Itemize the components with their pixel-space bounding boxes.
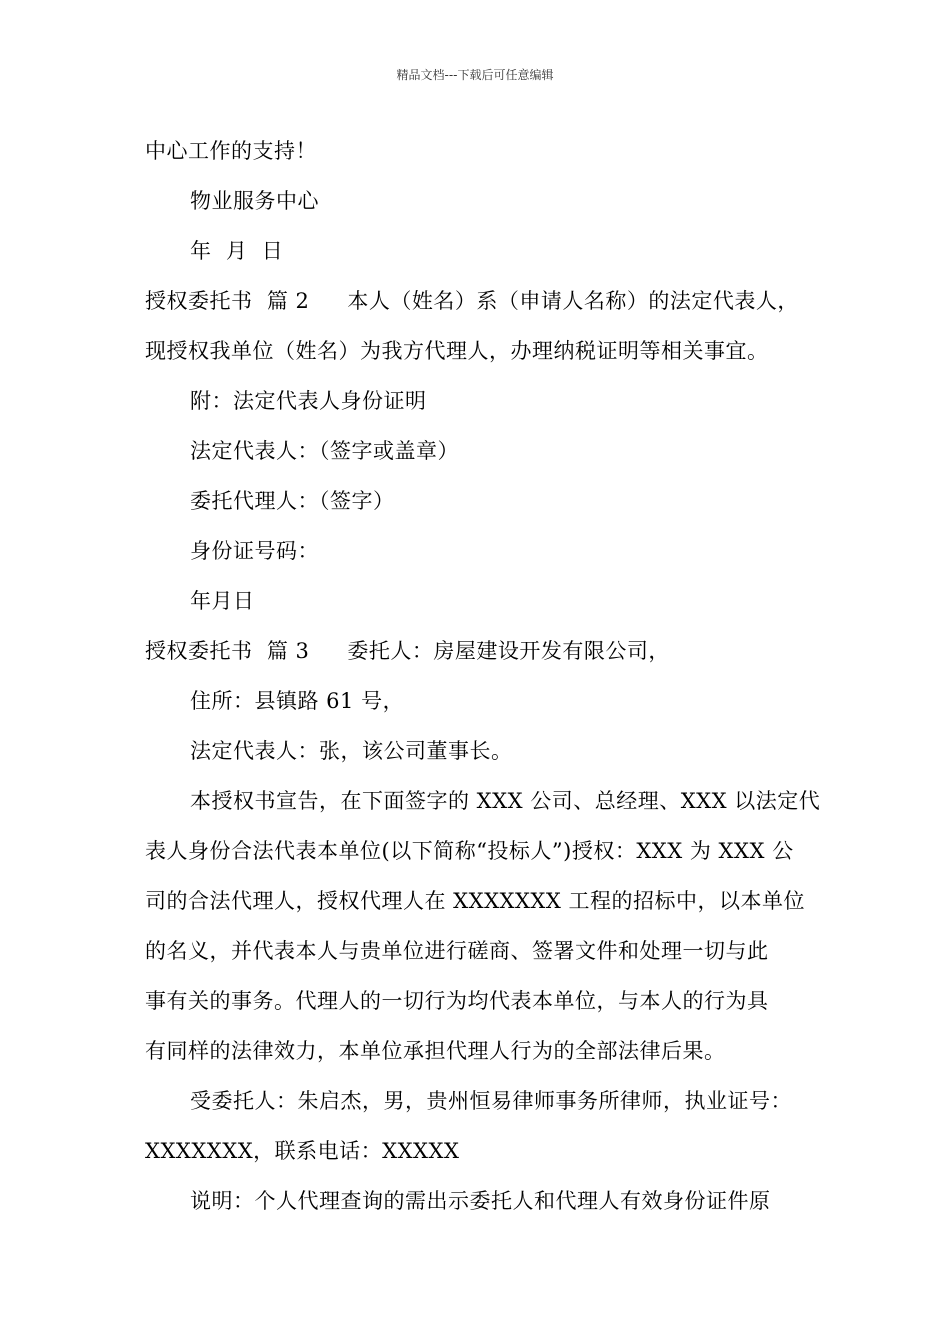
text-line: 委托代理人：（签字） [190, 489, 395, 513]
text-line: 年 月 日 [190, 239, 284, 263]
text-line: 法定代表人：张，该公司董事长。 [190, 739, 513, 763]
text-segment: 委托人：房屋建设开发有限公司， [347, 639, 670, 663]
section-heading-line [145, 636, 670, 666]
text-line: 现授权我单位（姓名）为我方代理人，办理纳税证明等相关事宜。 [145, 339, 769, 363]
text-line: 说明：个人代理查询的需出示委托人和代理人有效身份证件原 [190, 1189, 771, 1213]
text-line: 事有关的事务。代理人的一切行为均代表本单位，与本人的行为具 [145, 989, 769, 1013]
text-line: 司的合法代理人，授权代理人在 XXXXXXX 工程的招标中，以本单位 [145, 889, 805, 913]
text-line: 法定代表人：（签字或盖章） [190, 439, 459, 463]
text-line: 住所：县镇路 61 号， [190, 689, 405, 713]
section-heading: 授权委托书 篇 2 [145, 289, 310, 313]
text-line: 附：法定代表人身份证明 [190, 389, 427, 413]
text-line: 本授权书宣告，在下面签字的 XXX 公司、总经理、XXX 以法定代 [190, 789, 821, 813]
page-header: 精品文档---下载后可任意编辑 [396, 68, 554, 82]
text-line: 有同样的法律效力，本单位承担代理人行为的全部法律后果。 [145, 1039, 726, 1063]
text-line: 的名义，并代表本人与贵单位进行磋商、签署文件和处理一切与此 [145, 939, 769, 963]
text-line: 中心工作的支持！ [145, 139, 317, 163]
text-line: 受委托人：朱启杰，男，贵州恒易律师事务所律师，执业证号： [190, 1089, 792, 1113]
text-line: XXXXXXX，联系电话：XXXXX [145, 1139, 460, 1163]
section-heading: 授权委托书 篇 3 [145, 639, 310, 663]
text-segment: 本人（姓名）系（申请人名称）的法定代表人， [347, 289, 799, 313]
text-line: 年月日 [190, 589, 255, 613]
text-line: 物业服务中心 [190, 189, 319, 213]
text-line: 表人身份合法代表本单位(以下简称“投标人”)授权：XXX 为 XXX 公 [145, 839, 794, 863]
section-heading-line [145, 286, 799, 316]
text-line: 身份证号码： [190, 539, 319, 563]
